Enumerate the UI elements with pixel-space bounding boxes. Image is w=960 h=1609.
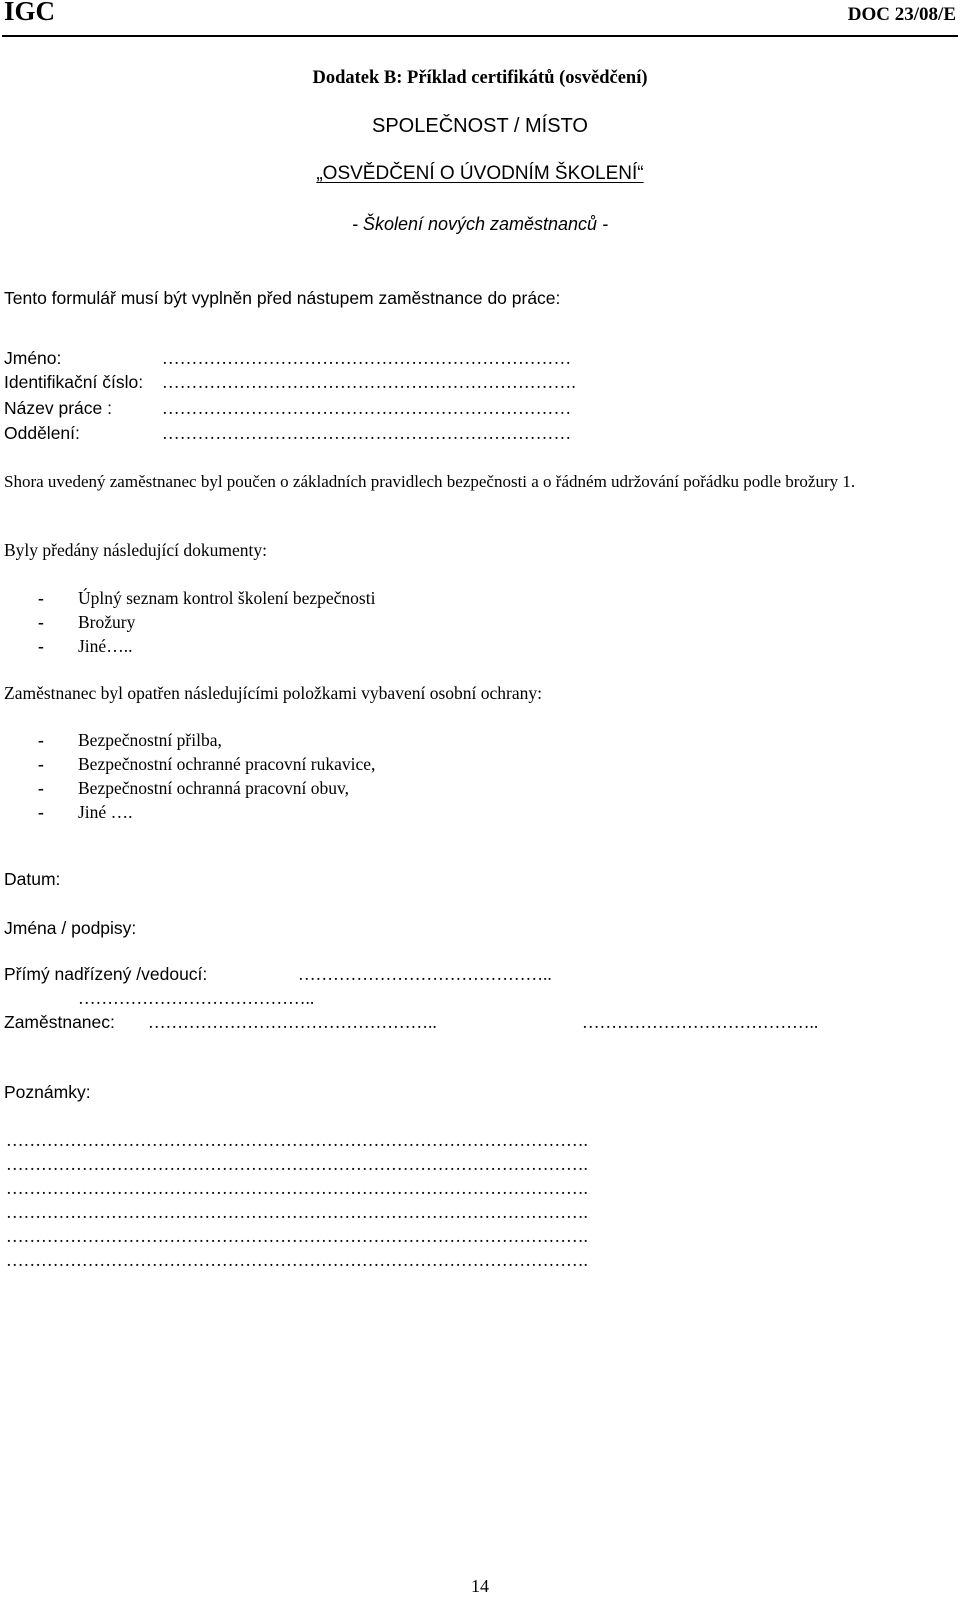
supervisor-signature-line[interactable]: …………………………………….. <box>298 964 552 984</box>
list-item <box>0 730 960 754</box>
list-item <box>0 802 960 826</box>
field-label-name: Jméno: <box>4 348 62 368</box>
notes-label: Poznámky: <box>4 1082 91 1102</box>
equipment-heading: Zaměstnanec byl opatřen následujícími položkami vybavení osobní ochrany: <box>4 683 542 703</box>
equipment-item-3: Bezpečnostní ochranná pracovní obuv, <box>78 778 349 798</box>
header-rule <box>2 35 958 37</box>
header-doc-ref: DOC 23/08/E <box>847 4 956 25</box>
document-item-2: Brožury <box>78 612 136 632</box>
list-dash: - <box>38 802 44 822</box>
supervisor-signature-line-2[interactable]: ………………………………….. <box>78 988 315 1008</box>
employee-signature-line-2[interactable]: ………………………………….. <box>582 1012 819 1032</box>
field-line-name[interactable]: …………………………………………………………… <box>162 348 572 368</box>
appendix-title: Dodatek B: Příklad certifikátů (osvědčení) <box>312 68 648 88</box>
employee-signature-line-1[interactable]: ………………………………………….. <box>148 1012 437 1032</box>
field-line-job-title[interactable]: …………………………………………………………… <box>162 398 572 418</box>
employee-label: Zaměstnanec: <box>4 1012 115 1032</box>
supervisor-label: Přímý nadřízený /vedoucí: <box>4 964 208 984</box>
notes-line[interactable]: ………………………………………………………………………………………. <box>6 1250 588 1270</box>
list-dash: - <box>38 754 44 774</box>
notes-line[interactable]: ………………………………………………………………………………………. <box>6 1202 588 1222</box>
list-item <box>0 612 960 636</box>
field-label-department: Oddělení: <box>4 423 80 443</box>
equipment-item-4: Jiné …. <box>78 802 133 822</box>
equipment-item-2: Bezpečnostní ochranné pracovní rukavice, <box>78 754 376 774</box>
intro-text: Tento formulář musí být vyplněn před nástupem zaměstnance do práce: <box>4 288 561 308</box>
list-dash: - <box>38 778 44 798</box>
list-dash: - <box>38 612 44 632</box>
notes-line[interactable]: ………………………………………………………………………………………. <box>6 1130 588 1150</box>
company-place-line: SPOLEČNOST / MÍSTO <box>372 115 588 137</box>
notes-line[interactable]: ………………………………………………………………………………………. <box>6 1178 588 1198</box>
list-item <box>0 636 960 660</box>
list-item <box>0 754 960 778</box>
document-item-3: Jiné….. <box>78 636 133 656</box>
page-number: 14 <box>471 1576 489 1596</box>
certificate-title: „OSVĚDČENÍ O ÚVODNÍM ŠKOLENÍ“ <box>316 163 644 184</box>
documents-heading: Byly předány následující dokumenty: <box>4 540 267 560</box>
date-label: Datum: <box>4 869 61 889</box>
list-dash: - <box>38 588 44 608</box>
header-org: IGC <box>4 0 56 26</box>
equipment-item-1: Bezpečnostní přilba, <box>78 730 222 750</box>
document-item-1: Úplný seznam kontrol školení bezpečnosti <box>78 588 376 608</box>
names-signatures-label: Jména / podpisy: <box>4 918 137 938</box>
list-item <box>0 588 960 612</box>
field-label-id: Identifikační číslo: <box>4 372 144 392</box>
list-dash: - <box>38 730 44 750</box>
notes-line[interactable]: ………………………………………………………………………………………. <box>6 1226 588 1246</box>
briefing-paragraph: Shora uvedený zaměstnanec byl poučen o základních pravidlech bezpečnosti a o řádném udržování pořádku podle brožury 1. <box>4 472 856 491</box>
field-label-job-title: Název práce : <box>4 398 112 418</box>
list-item <box>0 778 960 802</box>
field-line-department[interactable]: …………………………………………………………… <box>162 423 572 443</box>
certificate-subtitle: - Školení nových zaměstnanců - <box>351 214 609 234</box>
notes-line[interactable]: ………………………………………………………………………………………. <box>6 1154 588 1174</box>
list-dash: - <box>38 636 44 656</box>
field-line-id[interactable]: ……………………………………………………………. <box>162 372 577 392</box>
